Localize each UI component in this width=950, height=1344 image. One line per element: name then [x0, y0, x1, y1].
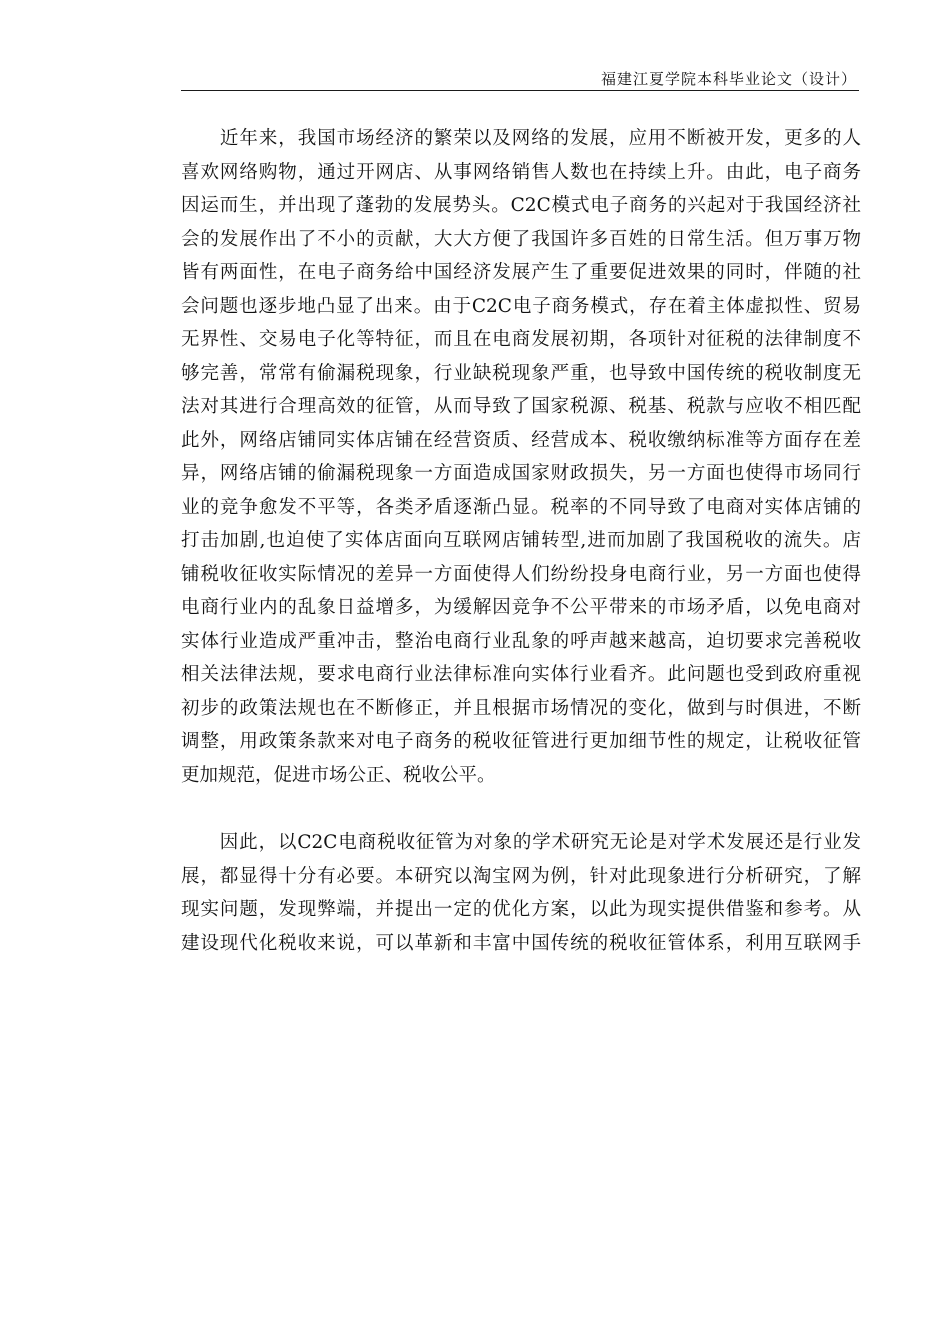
- text-line: 法对其进行合理高效的征管，从而导致了国家税源、税基、税款与应收不相匹配: [181, 396, 861, 417]
- text-line: 喜欢网络购物，通过开网店、从事网络销售人数也在持续上升。由此，电子商务: [181, 161, 861, 183]
- text-line: 此外，网络店铺同实体店铺在经营资质、经营成本、税收缴纳标准等方面存在差: [181, 429, 861, 451]
- text-line: 够完善，常常有偷漏税现象，行业缺税现象严重，也导致中国传统的税收制度无: [181, 362, 861, 384]
- text-line: 初步的政策法规也在不断修正，并且根据市场情况的变化，做到与时俱进，不断: [181, 697, 861, 719]
- text-line: 调整，用政策条款来对电子商务的税收征管进行更加细节性的规定，让税收征管: [181, 731, 861, 752]
- text-line: 皆有两面性，在电子商务给中国经济发展产生了重要促进效果的同时，伴随的社: [181, 262, 861, 283]
- text-line: 因此，以C2C电商税收征管为对象的学术研究无论是对学术发展还是行业发: [181, 832, 861, 853]
- text-line: 异，网络店铺的偷漏税现象一方面造成国家财政损失，另一方面也使得市场同行: [181, 463, 861, 484]
- text-line: 会问题也逐步地凸显了出来。由于C2C电子商务模式，存在着主体虚拟性、贸易: [181, 295, 861, 317]
- header-title: 福建江夏学院本科毕业论文（设计）: [600, 70, 857, 88]
- text-line: 打击加剧,也迫使了实体店面向互联网店铺转型,进而加剧了我国税收的流失。店: [181, 530, 861, 551]
- text-line: 铺税收征收实际情况的差异一方面使得人们纷纷投身电商行业，另一方面也使得: [181, 563, 861, 585]
- text-line: 现实问题，发现弊端，并提出一定的优化方案，以此为现实提供借鉴和参考。从: [181, 899, 861, 920]
- text-line: 实体行业造成严重冲击，整治电商行业乱象的呼声越来越高，迫切要求完善税收: [181, 630, 861, 652]
- paragraph-1: [181, 124, 861, 791]
- body-text: [181, 124, 861, 962]
- text-line: 会的发展作出了不小的贡献，大大方便了我国许多百姓的日常生活。但万事万物: [181, 228, 861, 250]
- text-line: 相关法律法规，要求电商行业法律标准向实体行业看齐。此问题也受到政府重视: [181, 664, 861, 685]
- text-line: 近年来，我国市场经济的繁荣以及网络的发展，应用不断被开发，更多的人: [181, 128, 861, 149]
- paragraph-2: [181, 828, 861, 959]
- text-line: 更加规范，促进市场公正、税收公平。: [181, 764, 496, 786]
- text-line: 因运而生，并出现了蓬勃的发展势头。C2C模式电子商务的兴起对于我国经济社: [181, 195, 861, 216]
- text-line: 建设现代化税收来说，可以革新和丰富中国传统的税收征管体系，利用互联网手: [181, 932, 861, 954]
- text-line: 无界性、交易电子化等特征，而且在电商发展初期，各项针对征税的法律制度不: [181, 329, 861, 350]
- text-line: 电商行业内的乱象日益增多，为缓解因竞争不公平带来的市场矛盾，以免电商对: [181, 597, 861, 618]
- text-line: 展，都显得十分有必要。本研究以淘宝网为例，针对此现象进行分析研究，了解: [181, 865, 861, 887]
- text-line: 业的竞争愈发不平等，各类矛盾逐渐凸显。税率的不同导致了电商对实体店铺的: [181, 496, 861, 518]
- paragraph-gap: [181, 794, 861, 828]
- page-header: [181, 66, 859, 91]
